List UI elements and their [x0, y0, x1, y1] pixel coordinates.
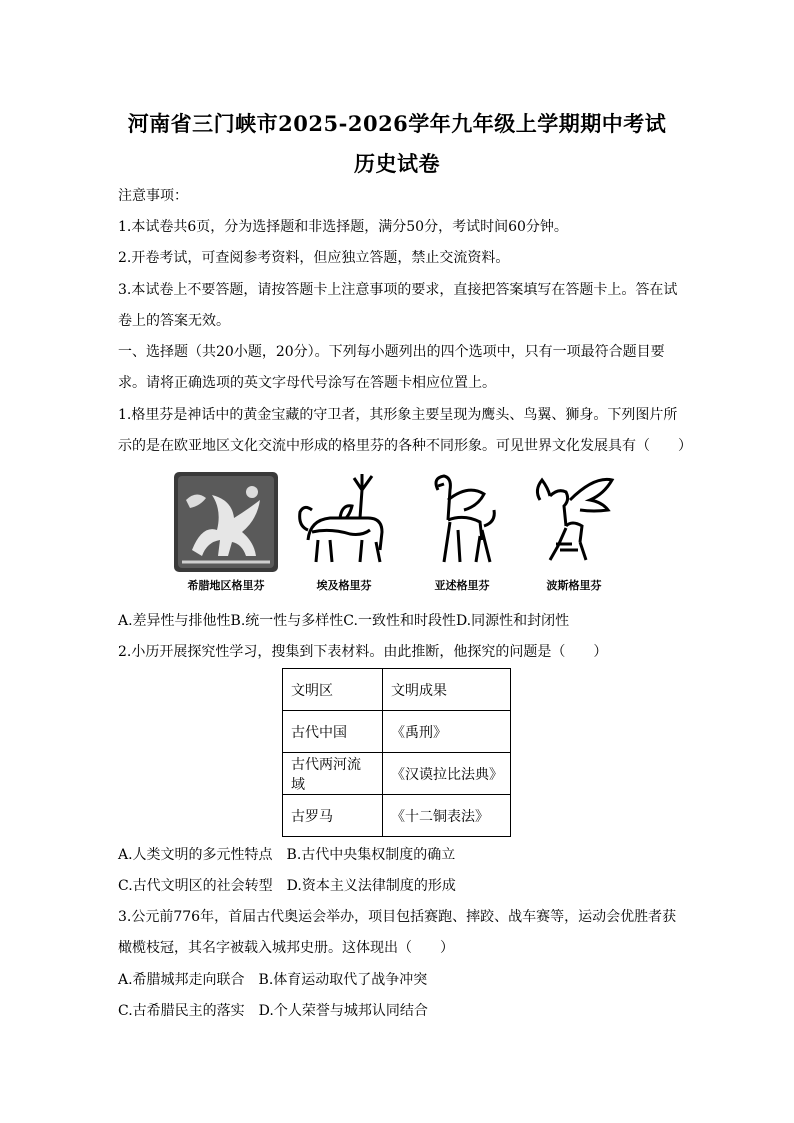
note-item: 2.开卷考试，可查阅参考资料，但应独立答题，禁止交流资料。	[118, 250, 510, 266]
exam-subtitle: 历史试卷	[354, 151, 440, 176]
assyrian-griffin-image	[408, 470, 516, 574]
egyptian-griffin-image	[290, 470, 398, 574]
table-header-row	[283, 669, 511, 711]
exam-title: 河南省三门峡市2025-2026学年九年级上学期期中考试	[127, 111, 667, 136]
note-item: 1.本试卷共6页，分为选择题和非选择题，满分50分，考试时间60分钟。	[118, 219, 568, 235]
q2-options-cont: C.古代文明区的社会转型 D.资本主义法律制度的形成	[118, 878, 456, 894]
notes-heading: 注意事项：	[118, 188, 188, 204]
figure-caption: 埃及格里芬	[316, 579, 372, 592]
q1-options: A.差异性与排他性B.统一性与多样性C.一致性和时段性D.同源性和封闭性	[118, 613, 570, 629]
assyrian-griffin-figure	[406, 470, 518, 595]
civilization-table	[282, 668, 511, 837]
figure-caption: 亚述格里芬	[434, 579, 490, 592]
table-cell: 《汉谟拉比法典》	[383, 753, 511, 795]
table-header: 文明成果	[383, 669, 511, 711]
q2-stem: 2.小历开展探究性学习，搜集到下表材料。由此推断，他探究的问题是（ ）	[118, 644, 608, 660]
egyptian-griffin-figure	[288, 470, 400, 595]
q2-options: A.人类文明的多元性特点 B.古代中央集权制度的确立	[118, 847, 456, 863]
table-row	[283, 711, 511, 753]
table-cell: 古罗马	[283, 795, 383, 837]
section-instructions-cont: 求。请将正确选项的英文字母代号涂写在答题卡相应位置上。	[118, 375, 496, 391]
table-cell: 《禹刑》	[383, 711, 511, 753]
table-header: 文明区	[283, 669, 383, 711]
q3-options: A.希腊城邦走向联合 B.体育运动取代了战争冲突	[118, 972, 428, 988]
note-item: 卷上的答案无效。	[118, 313, 230, 329]
q3-stem-cont: 橄榄枝冠，其名字被载入城邦史册。这体现出（ ）	[118, 940, 454, 956]
table-row	[283, 753, 511, 795]
figure-caption: 希腊地区格里芬	[187, 579, 265, 592]
persian-griffin-image	[520, 470, 628, 574]
q3-options-cont: C.古希腊民主的落实 D.个人荣誉与城邦认同结合	[118, 1003, 428, 1019]
q3-stem: 3.公元前776年，首届古代奥运会举办，项目包括赛跑、摔跤、战车赛等，运动会优胜者获	[118, 909, 677, 925]
table-cell: 古代中国	[283, 711, 383, 753]
q1-stem-cont: 示的是在欧亚地区文化交流中形成的格里芬的各种不同形象。可见世界文化发展具有（ ）	[118, 438, 692, 454]
persian-griffin-figure	[518, 470, 630, 595]
table-row	[283, 795, 511, 837]
table-cell: 《十二铜表法》	[383, 795, 511, 837]
q1-stem: 1.格里芬是神话中的黄金宝藏的守卫者，其形象主要呈现为鹰头、鸟翼、狮身。下列图片所	[118, 407, 678, 423]
greek-griffin-figure	[170, 470, 282, 595]
figure-caption: 波斯格里芬	[546, 579, 602, 592]
table-cell: 古代两河流域	[283, 753, 383, 795]
griffin-figures	[170, 470, 630, 595]
note-item: 3.本试卷上不要答题，请按答题卡上注意事项的要求，直接把答案填写在答题卡上。答在试	[118, 282, 678, 298]
section-instructions: 一、选择题（共20小题，20分）。下列每小题列出的四个选项中，只有一项最符合题目要	[118, 344, 665, 360]
greek-griffin-image	[172, 470, 280, 574]
